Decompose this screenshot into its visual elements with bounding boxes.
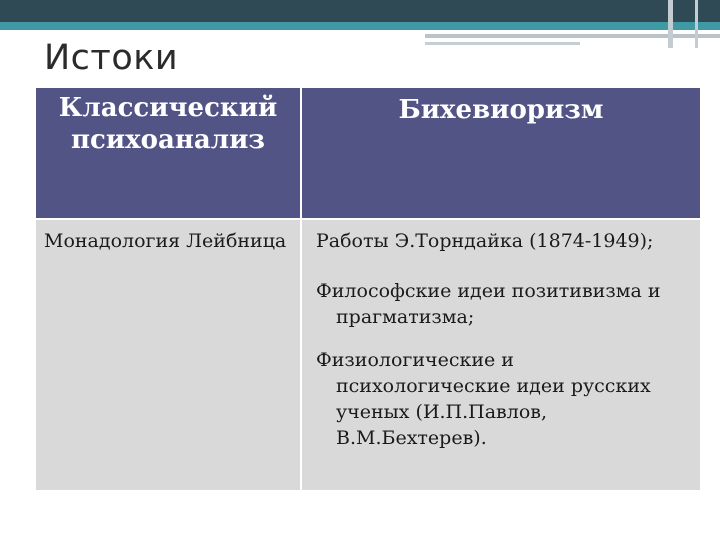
cell-psychoanalysis-source: Монадология Лейбница: [36, 219, 301, 490]
table-header-row: [36, 88, 700, 219]
list-item: Физиологические и психологические идеи русских ученых (И.П.Павлов, В.М.Бехтерев).: [316, 349, 651, 449]
cell-behaviorism-sources: [301, 219, 700, 490]
list-item: Работы Э.Торндайка (1874-1949);: [316, 230, 654, 252]
comparison-table: [36, 88, 700, 490]
slide-title: Истоки: [44, 38, 179, 78]
list-item: Философские идеи позитивизма и прагматизма;: [316, 280, 661, 328]
header-behaviorism: Бихевиоризм: [301, 88, 700, 219]
band-accent-line-short: [425, 42, 580, 45]
header-psychoanalysis: Классический психоанализ: [36, 88, 301, 219]
band-vertical-accent: [695, 0, 698, 48]
band-teal-stripe: [0, 22, 720, 30]
band-vertical-accent: [668, 0, 673, 48]
band-accent-line: [425, 34, 720, 38]
table-row: [36, 219, 700, 490]
band-dark-stripe: [0, 0, 720, 22]
